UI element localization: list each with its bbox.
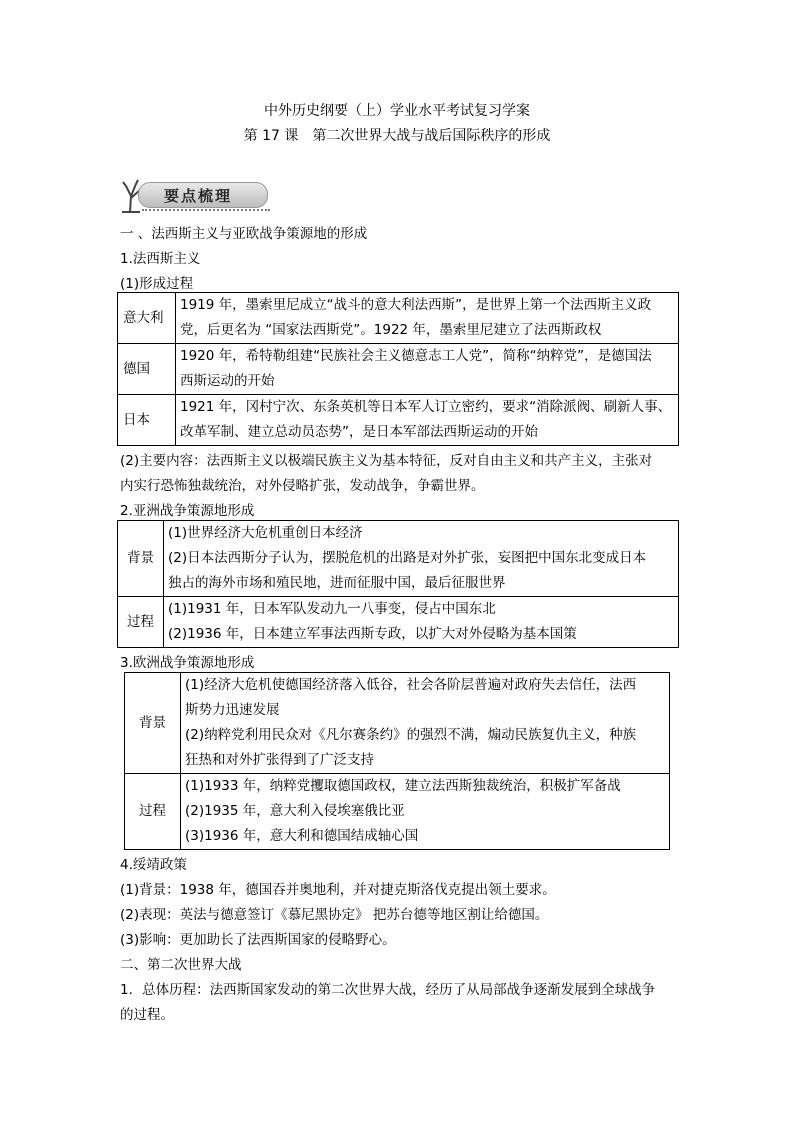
content-line: (2)日本法西斯分子认为，摆脱危机的出路是对外扩张，妄图把中国东北变成日本 [168, 550, 647, 566]
row-content [181, 774, 670, 850]
table-row [118, 395, 679, 446]
content-line: 斯势力迅速发展 [185, 702, 280, 718]
row-label: 德国 [118, 344, 176, 395]
appeasement-impact: (3)影响：更加助长了法西斯国家的侵略野心。 [120, 932, 396, 948]
subheading-asia: 2.亚洲战争策源地形成 [120, 503, 255, 519]
content-line: (2)1935 年，意大利入侵埃塞俄比亚 [185, 803, 405, 819]
main-content-line: 内实行恐怖独裁统治，对外侵略扩张，发动战争，争霸世界。 [120, 478, 485, 494]
row-content [181, 673, 670, 774]
table-row [118, 597, 679, 648]
content-line: (3)1936 年，意大利和德国结成轴心国 [185, 828, 419, 844]
table-row [118, 344, 679, 395]
row-label: 背景 [118, 521, 164, 597]
fascism-table [117, 292, 679, 446]
subheading-europe: 3.欧洲战争策源地形成 [120, 655, 255, 671]
row-content [176, 344, 679, 395]
content-line: 党，后更名为 “国家法西斯党”。1922 年，墨索里尼建立了法西斯政权 [180, 322, 602, 338]
section-badge [118, 176, 274, 214]
badge-label: 要点梳理 [164, 187, 233, 205]
content-line: (2)纳粹党利用民众对《凡尔赛条约》的强烈不满，煽动民族复仇主义，种族 [185, 727, 637, 743]
appeasement-manifestation: (2)表现：英法与德意签订《慕尼黑协定》 把苏台德等地区割让给德国。 [120, 907, 549, 923]
row-content [176, 395, 679, 446]
badge-underline [142, 209, 270, 211]
table-row [125, 774, 670, 850]
document-title: 中外历史纲要（上）学业水平考试复习学案 [264, 103, 530, 119]
content-line: (2)1936 年，日本建立军事法西斯专政，以扩大对外侵略为基本国策 [168, 626, 577, 642]
main-content-line: (2)主要内容：法西斯主义以极端民族主义为基本特征，反对自由主义和共产主义，主张对 [120, 453, 653, 469]
row-content [164, 521, 679, 597]
content-line: (1)1933 年，纳粹党攫取德国政权，建立法西斯独裁统治，积极扩军备战 [185, 778, 621, 794]
content-line: 1921 年，冈村宁次、东条英机等日本军人订立密约，要求“消除派阀、刷新人事、 [180, 399, 672, 415]
content-line: (1)经济大危机使德国经济落入低谷，社会各阶层普遍对政府失去信任，法西 [185, 677, 637, 693]
row-label: 过程 [118, 597, 164, 648]
content-line: 1919 年，墨索里尼成立“战斗的意大利法西斯”，是世界上第一个法西斯主义政 [180, 297, 652, 313]
content-line: (1)世界经济大危机重创日本经济 [168, 525, 363, 541]
lesson-title: 第 17 课 第二次世界大战与战后国际秩序的形成 [243, 128, 551, 144]
subheading-fascism: 1.法西斯主义 [120, 251, 201, 267]
content-line: 1920 年，希特勒组建“民族社会主义德意志工人党”，简称“纳粹党”，是德国法 [180, 348, 652, 364]
table-row [125, 673, 670, 774]
row-content [164, 597, 679, 648]
section2-item1-line: 的过程。 [120, 1007, 174, 1023]
subheading-formation: (1)形成过程 [120, 276, 194, 292]
row-label: 意大利 [118, 293, 176, 344]
asia-table [117, 520, 679, 648]
section2-item1-line: 1．总体历程：法西斯国家发动的第二次世界大战，经历了从局部战争逐渐发展到全球战争 [120, 982, 656, 998]
subheading-appeasement: 4.绥靖政策 [120, 857, 187, 873]
row-label: 背景 [125, 673, 181, 774]
appeasement-background: (1)背景：1938 年，德国吞并奥地利，并对捷克斯洛伐克提出领土要求。 [120, 882, 556, 898]
content-line: 独占的海外市场和殖民地，进而征服中国，最后征服世界 [168, 575, 506, 591]
section2-heading: 二、第二次世界大战 [120, 957, 242, 973]
row-label: 日本 [118, 395, 176, 446]
section1-heading: 一 、法西斯主义与亚欧战争策源地的形成 [120, 226, 368, 242]
content-line: 改革军制、建立总动员态势”，是日本军部法西斯运动的开始 [180, 424, 538, 440]
row-content [176, 293, 679, 344]
content-line: (1)1931 年，日本军队发动九一八事变，侵占中国东北 [168, 601, 496, 617]
content-line: 狂热和对外扩张得到了广泛支持 [185, 752, 374, 768]
table-row [118, 521, 679, 597]
content-line: 西斯运动的开始 [180, 373, 275, 389]
europe-table [124, 672, 670, 850]
table-row [118, 293, 679, 344]
row-label: 过程 [125, 774, 181, 850]
